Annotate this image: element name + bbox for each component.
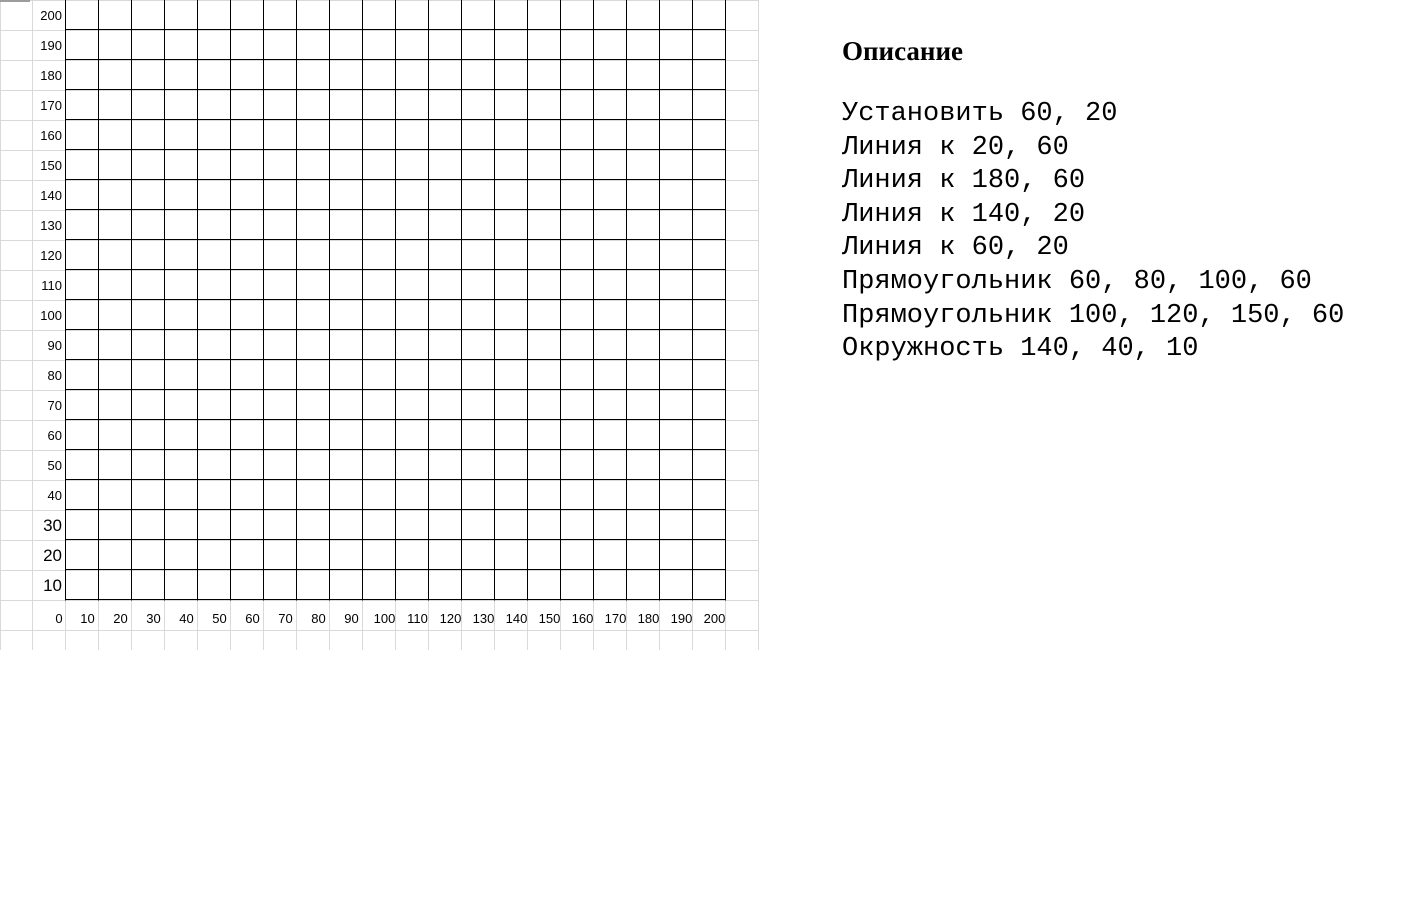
command-list <box>842 98 1402 367</box>
x-tick-label: 90 <box>344 611 359 626</box>
x-tick-label: 100 <box>373 611 396 626</box>
x-tick-label: 10 <box>80 611 95 626</box>
y-tick-label: 70 <box>47 398 62 413</box>
y-tick-label: 130 <box>40 218 62 233</box>
x-tick-label: 30 <box>146 611 161 626</box>
command-item: Окружность 140, 40, 10 <box>842 334 1199 365</box>
y-tick-label: 180 <box>40 68 62 83</box>
x-tick-label: 110 <box>407 611 428 626</box>
description-panel <box>842 30 1402 367</box>
x-tick-label: 180 <box>637 611 660 626</box>
command-item: Линия к 20, 60 <box>842 132 1069 163</box>
x-tick-label: 130 <box>472 611 495 626</box>
description-title: Описание <box>842 36 964 66</box>
y-tick-label: 40 <box>47 488 62 503</box>
x-tick-label: 190 <box>670 611 693 626</box>
y-tick-label: 140 <box>40 188 62 203</box>
command-item: Установить 60, 20 <box>842 99 1118 129</box>
x-tick-label: 170 <box>604 611 627 626</box>
x-tick-label: 160 <box>571 611 594 626</box>
y-tick-label: 190 <box>40 38 62 53</box>
command-item: Линия к 140, 20 <box>842 199 1086 230</box>
x-tick-label: 20 <box>113 611 128 626</box>
y-tick-label: 120 <box>40 248 62 263</box>
x-tick-label: 120 <box>439 611 462 626</box>
y-tick-label: 100 <box>40 308 62 323</box>
y-tick-label: 30 <box>43 516 62 535</box>
x-tick-label: 80 <box>311 611 326 626</box>
x-tick-label: 140 <box>505 611 528 626</box>
command-item: Линия к 60, 20 <box>842 233 1069 264</box>
x-tick-label: 0 <box>55 611 63 626</box>
y-tick-label: 90 <box>47 338 62 353</box>
command-item: Линия к 180, 60 <box>842 166 1086 197</box>
y-tick-label: 60 <box>47 428 62 443</box>
x-tick-label: 150 <box>538 611 561 626</box>
x-tick-label: 50 <box>212 611 227 626</box>
y-tick-label: 20 <box>43 546 62 565</box>
x-tick-label: 60 <box>245 611 260 626</box>
y-tick-label: 160 <box>40 128 62 143</box>
y-tick-label: 10 <box>43 576 62 595</box>
command-item: Прямоугольник 60, 80, 100, 60 <box>842 266 1312 297</box>
x-tick-label: 200 <box>703 611 726 626</box>
y-tick-label: 50 <box>47 458 62 473</box>
y-tick-label: 80 <box>47 368 62 383</box>
command-item: Прямоугольник 100, 120, 150, 60 <box>842 300 1345 331</box>
x-tick-label: 40 <box>179 611 194 626</box>
y-tick-label: 150 <box>40 158 62 173</box>
y-tick-label: 170 <box>40 98 62 113</box>
y-tick-label: 200 <box>40 8 62 23</box>
coordinate-grid-sheet <box>0 0 770 660</box>
x-tick-label: 70 <box>278 611 293 626</box>
y-tick-label: 110 <box>41 278 62 293</box>
